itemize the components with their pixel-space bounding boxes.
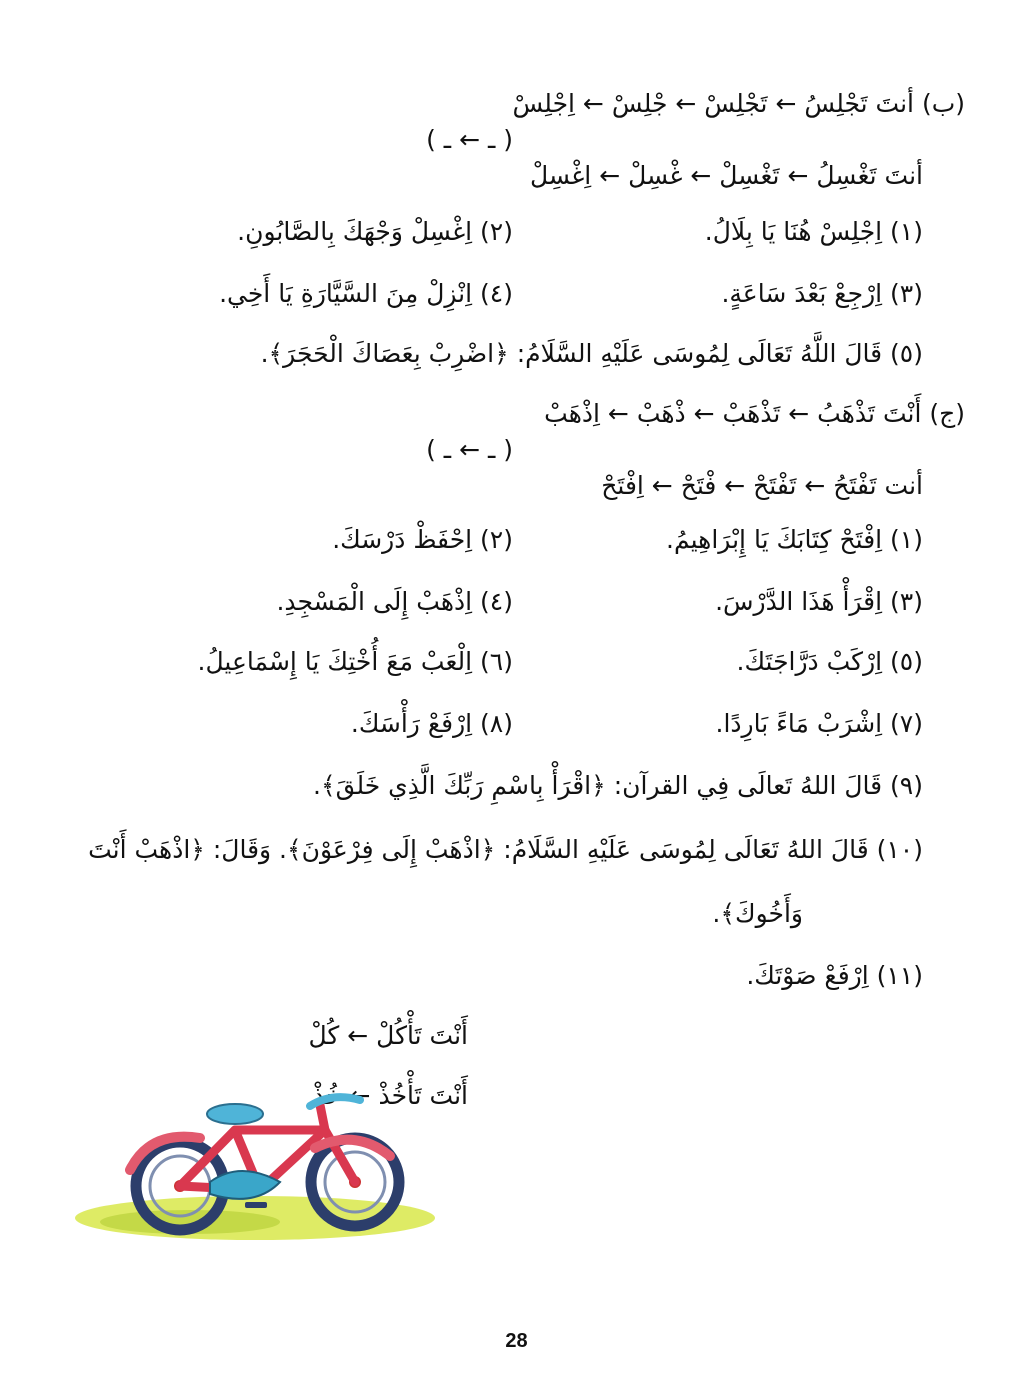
section-j-item-6: (٦) اِلْعَبْ مَعَ أُخْتِكَ يَا إِسْمَاعِيلُ. xyxy=(197,647,513,676)
section-b-pattern: ( ـ ← ـ ) xyxy=(426,125,513,154)
section-j-item-11: (١١) اِرْفَعْ صَوْتَكَ. xyxy=(746,961,923,990)
page-number: 28 xyxy=(505,1330,528,1352)
section-j-item-4: (٤) اِذْهَبْ إِلَى الْمَسْجِدِ. xyxy=(276,587,513,616)
section-j-item-3: (٣) اِقْرَأْ هَذَا الدَّرْسَ. xyxy=(715,587,923,616)
pedal xyxy=(245,1202,267,1208)
section-j-item-5: (٥) اِرْكَبْ دَرَّاجَتَكَ. xyxy=(736,647,923,676)
bike-seat xyxy=(207,1104,263,1124)
section-b-chain-1: (ب) أنتَ تَجْلِسُ ← تَجْلِسْ ← جْلِسْ ← اِجْلِسْ xyxy=(512,89,965,118)
section-j-pattern: ( ـ ← ـ ) xyxy=(426,435,513,464)
section-b-item-1: (١) اِجْلِسْ هُنَا يَا بِلَالُ. xyxy=(704,217,923,246)
section-j-item-10-cont: وَأَخُوكَ﴾. xyxy=(712,899,803,928)
handlebar xyxy=(310,1097,360,1106)
section-j-item-10: (١٠) قَالَ اللهُ تَعَالَى لِمُوسَى عَلَيْهِ السَّلَامُ: ﴿اذْهَبْ إِلَى فِرْعَوْنَ﴾. وَقَالَ: ﴿اذْهَبْ أَنْتَ xyxy=(88,835,923,864)
section-j-item-1: (١) اِفْتَحْ كِتَابَكَ يَا إِبْرَاهِيمُ. xyxy=(666,525,923,554)
section-j-chain-2: أنت تَفْتَحُ ← تَفْتَحْ ← فْتَحْ ← اِفْتَحْ xyxy=(601,471,923,500)
section-b-item-5: (٥) قَالَ اللَّهُ تَعَالَى لِمُوسَى عَلَيْهِ السَّلَامُ: ﴿اضْرِبْ بِعَصَاكَ الْحَجَرَ﴾. xyxy=(260,339,923,368)
section-j-item-7: (٧) اِشْرَبْ مَاءً بَارِدًا. xyxy=(715,709,923,738)
section-b-item-4: (٤) اِنْزِلْ مِنَ السَّيَّارَةِ يَا أَخِي. xyxy=(219,279,513,308)
irregular-imperative-1: أَنْتَ تَأْكُلْ ← كُلْ xyxy=(308,1021,468,1050)
irregular-imperative-2: أَنْتَ تَأْخُذْ ← خُذْ xyxy=(313,1081,468,1110)
section-j-item-8: (٨) اِرْفَعْ رَأْسَكَ. xyxy=(350,709,513,738)
section-j-item-2: (٢) اِحْفَظْ دَرْسَكَ. xyxy=(332,525,513,554)
section-b-chain-2: أنتَ تَغْسِلُ ← تَغْسِلْ ← غْسِلْ ← اِغْسِلْ xyxy=(530,161,923,190)
bicycle-illustration xyxy=(70,1090,450,1250)
section-b-item-3: (٣) اِرْجِعْ بَعْدَ سَاعَةٍ. xyxy=(721,279,923,308)
section-b-item-2: (٢) اِغْسِلْ وَجْهَكَ بِالصَّابُونِ. xyxy=(237,217,513,246)
section-j-chain-1: (ج) أَنْتَ تَذْهَبُ ← تَذْهَبْ ← ذْهَبْ ← اِذْهَبْ xyxy=(544,399,965,428)
section-j-item-9: (٩) قَالَ اللهُ تَعالَى فِي القرآن: ﴿اقْرَأْ بِاسْمِ رَبِّكَ الَّذِي خَلَقَ﴾. xyxy=(313,771,923,800)
